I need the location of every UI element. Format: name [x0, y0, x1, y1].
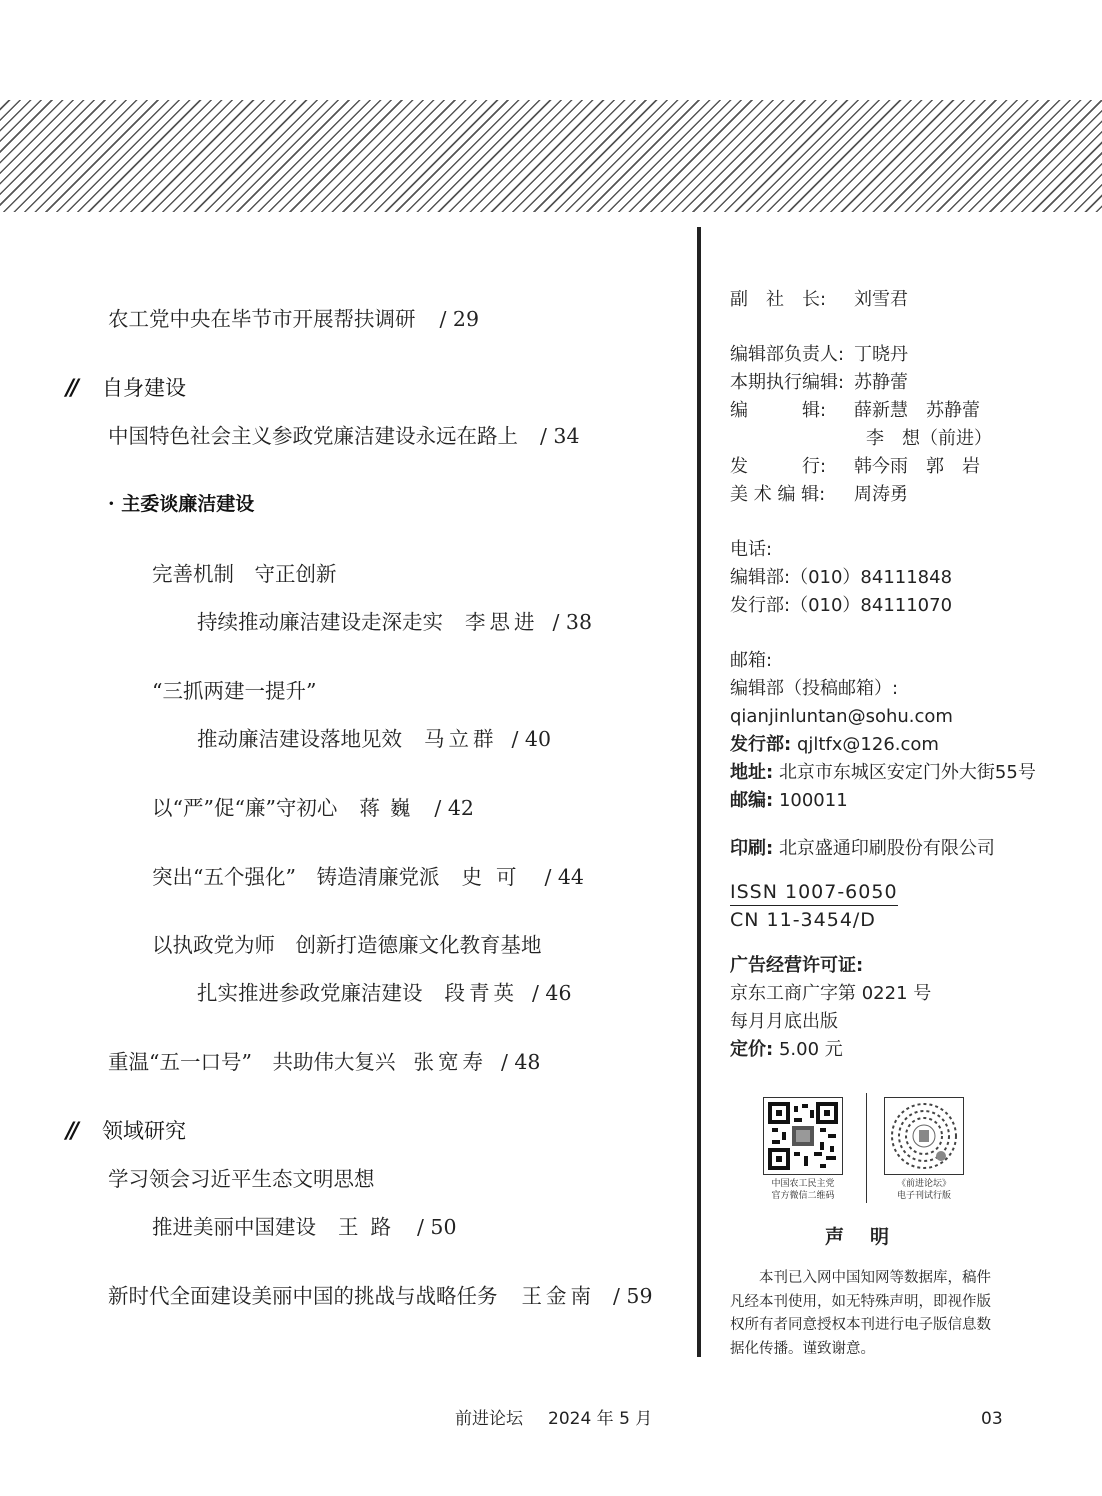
printer	[730, 840, 995, 858]
footer-date: 2024 年 5 月	[548, 1409, 653, 1429]
footer-journal-name: 前进论坛	[455, 1409, 523, 1429]
toc-item[interactable]	[197, 612, 592, 633]
toc-item[interactable]	[197, 983, 572, 1004]
toc-item[interactable]	[152, 867, 584, 888]
email-editorial-link[interactable]: qianjinluntan@sohu.com	[730, 706, 953, 727]
masthead-value: 薛新慧 苏静蕾	[854, 400, 980, 421]
toc-item-page: / 46	[532, 981, 572, 1005]
toc-item-author: 王金南	[521, 1284, 595, 1308]
masthead-editors	[730, 402, 980, 420]
toc-item-page: / 44	[544, 865, 584, 889]
masthead-label: 发 行:	[730, 456, 827, 477]
phone-distribution: 发行部:（010）84111070	[730, 595, 953, 616]
masthead-value: 刘雪君	[854, 289, 908, 310]
toc-item-page: / 34	[540, 424, 580, 448]
toc-item-author: 马立群	[424, 727, 498, 751]
email-distribution	[730, 736, 939, 754]
masthead-distribution	[730, 458, 980, 476]
email-distribution-label: 发行部:	[730, 734, 792, 755]
masthead-label: 编 辑:	[730, 400, 827, 421]
toc-item-page: / 50	[417, 1215, 457, 1239]
printer-label: 印刷:	[730, 838, 774, 859]
toc-item-title: 突出“五个强化” 铸造清廉党派	[152, 865, 440, 889]
toc-item-author: 李思进	[465, 610, 539, 634]
masthead-value: 周涛勇	[854, 484, 908, 505]
wechat-qr-caption: 中国农工民主党 官方微信二维码	[771, 1179, 835, 1201]
toc-item-title: 农工党中央在毕节市开展帮扶调研	[108, 307, 416, 331]
toc-item-title: 持续推动廉洁建设走深走实	[197, 610, 443, 634]
ad-license-label: 广告经营许可证:	[730, 955, 864, 976]
ad-license: 京东工商广字第 0221 号	[730, 983, 932, 1004]
toc-item[interactable]	[108, 426, 580, 447]
toc-item[interactable]	[152, 1217, 457, 1238]
toc-item-page: / 29	[439, 307, 480, 331]
toc-item-title: 推进美丽中国建设	[152, 1215, 316, 1239]
toc-item-page: / 40	[511, 727, 552, 751]
toc-item-title-line1[interactable]: 学习领会习近平生态文明思想	[108, 1167, 375, 1191]
price-value: 5.00 元	[778, 1039, 843, 1060]
cn-number: CN 11-3454/D	[730, 909, 876, 931]
masthead-editors-line2: 李 想（前进）	[866, 428, 992, 449]
price	[730, 1041, 843, 1059]
toc-item-title: 中国特色社会主义参政党廉洁建设永远在路上	[108, 424, 518, 448]
declaration-text: 本刊已入网中国知网等数据库，稿件凡经本刊使用，如无特殊声明，即视作版权所有者同意授权本刊进行电子版信息数据化传播。谨致谢意。	[730, 1270, 991, 1357]
section-mark-icon: //	[66, 1119, 77, 1144]
masthead-value: 苏静蕾	[854, 372, 908, 393]
masthead-label: 副 社 长:	[730, 289, 827, 310]
toc-item-author: 张宽寿	[413, 1050, 487, 1074]
price-label: 定价:	[730, 1039, 774, 1060]
toc-item-page: / 38	[552, 610, 593, 634]
toc-item-title: 重温“五一口号” 共助伟大复兴	[108, 1050, 396, 1074]
toc-item-title: 推动廉洁建设落地见效	[197, 727, 402, 751]
mini-program-code-icon	[885, 1098, 963, 1174]
phone-editorial: 编辑部:（010）84111848	[730, 567, 953, 588]
masthead-value: 丁晓丹	[854, 344, 908, 365]
masthead-label: 美 术 编 辑:	[730, 484, 826, 505]
declaration-title: 声明	[824, 1226, 915, 1248]
email-editorial-label: 编辑部（投稿邮箱）:	[730, 678, 899, 699]
printer-value: 北京盛通印刷股份有限公司	[778, 838, 995, 859]
toc-item-title-line1[interactable]: 完善机制 守正创新	[152, 562, 337, 586]
publication-frequency: 每月月底出版	[730, 1011, 838, 1032]
section-mark-icon: //	[66, 376, 77, 401]
masthead-value: 韩今雨 郭 岩	[854, 456, 980, 477]
issn: ISSN 1007-6050	[730, 883, 898, 906]
toc-item-title-line1[interactable]: 以执政党为师 创新打造德廉文化教育基地	[152, 933, 542, 957]
qr-code-icon	[764, 1098, 842, 1174]
column-divider	[697, 227, 701, 1357]
toc-item-title-line1[interactable]: “三抓两建一提升”	[152, 679, 317, 703]
section-heading	[66, 378, 186, 400]
masthead-editor-in-charge	[730, 346, 908, 364]
masthead-label: 编辑部负责人:	[730, 344, 845, 365]
toc-item-author: 王路	[338, 1215, 403, 1239]
postcode-label: 邮编:	[730, 790, 774, 811]
section-label: 领域研究	[102, 1119, 186, 1143]
qr-divider	[866, 1093, 867, 1203]
header-stripe-band	[0, 100, 1102, 212]
toc-item-page: / 42	[434, 796, 474, 820]
section-heading	[66, 1121, 186, 1143]
address	[730, 764, 1036, 782]
masthead-exec-editor	[730, 374, 908, 392]
subsection-heading: · 主委谈廉洁建设	[108, 493, 255, 515]
toc-item[interactable]	[197, 729, 551, 750]
address-value: 北京市东城区安定门外大街55号	[778, 762, 1036, 783]
address-label: 地址:	[730, 762, 774, 783]
toc-item-page: / 59	[613, 1284, 653, 1308]
email-label: 邮箱:	[730, 650, 773, 671]
toc-item[interactable]	[108, 1052, 540, 1073]
toc-item-title: 扎实推进参政党廉洁建设	[197, 981, 423, 1005]
toc-item-author: 史可	[461, 865, 531, 889]
email-distribution-link[interactable]: qjltfx@126.com	[796, 734, 939, 755]
mini-program-caption: 《前进论坛》 电子刊试行版	[896, 1179, 951, 1201]
postcode	[730, 792, 848, 810]
masthead-label: 本期执行编辑:	[730, 372, 845, 393]
postcode-value: 100011	[778, 790, 848, 811]
toc-item-title: 以“严”促“廉”守初心	[152, 796, 338, 820]
toc-item-page: / 48	[500, 1050, 541, 1074]
toc-item-author: 蒋巍	[359, 796, 421, 820]
page-number: 03	[981, 1409, 1003, 1429]
wechat-qr-code[interactable]	[763, 1097, 843, 1175]
mini-program-code[interactable]	[884, 1097, 964, 1175]
toc-item-author: 段青英	[444, 981, 518, 1005]
toc-item[interactable]	[152, 798, 474, 819]
masthead-art-editor	[730, 486, 908, 504]
phone-label: 电话:	[730, 539, 773, 560]
toc-item-title: 新时代全面建设美丽中国的挑战与战略任务	[108, 1284, 498, 1308]
toc-item[interactable]	[108, 1286, 653, 1307]
toc-item[interactable]	[108, 309, 479, 330]
masthead-deputy-president	[730, 291, 908, 309]
section-label: 自身建设	[102, 376, 186, 400]
